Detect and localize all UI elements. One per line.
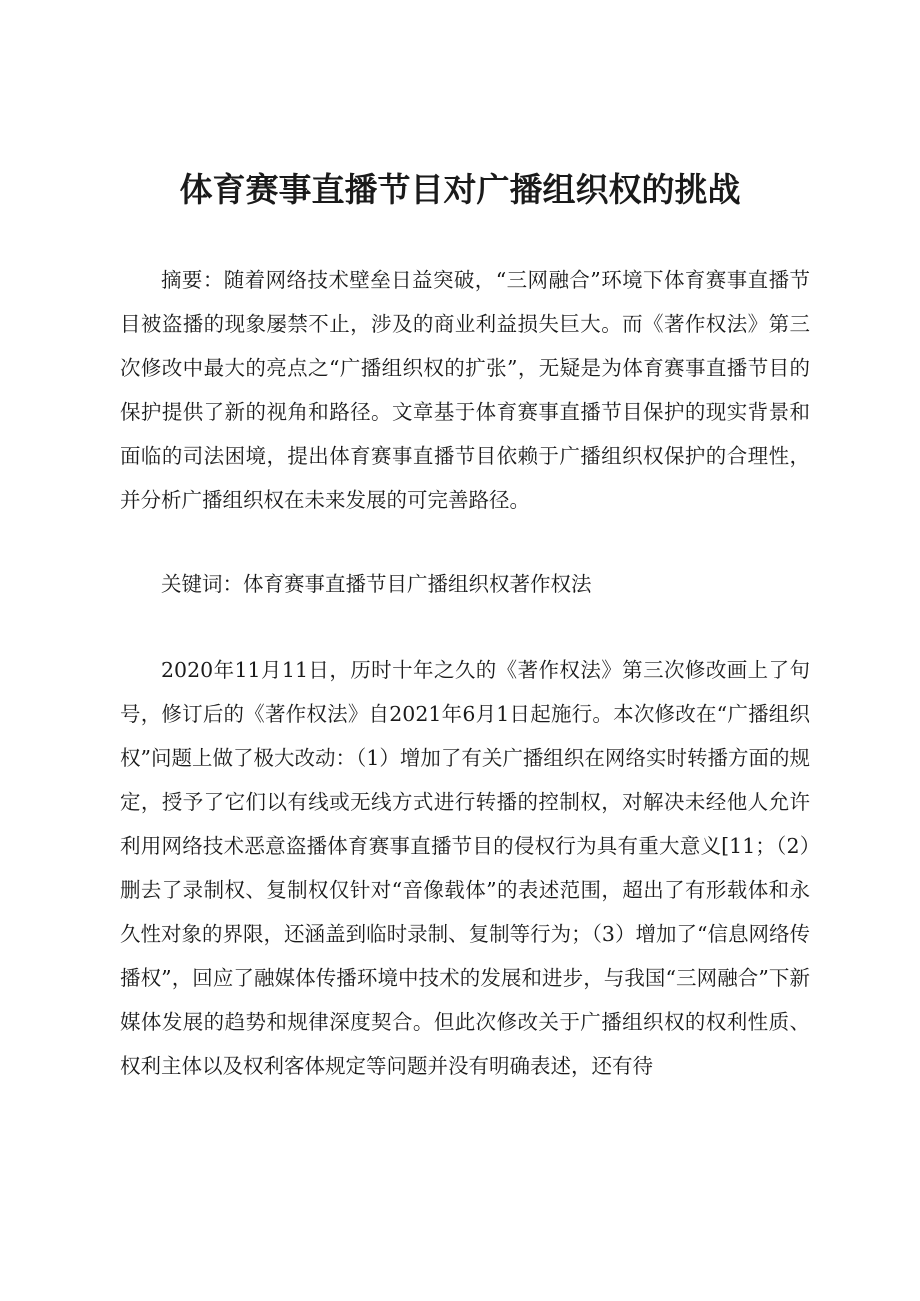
body-paragraph: 2020年11月11日，历时十年之久的《著作权法》第三次修改画上了句号，修订后的《著作权法》自2021年6月1日起施行。本次修改在“广播组织权”问题上做了极大改动：（1）增加了有关广播组织在网络实时转播方面的规定，授予了它们以有线或无线方式进行转播的控制权，对解决未经他人允许利用网络技术恶意盗播体育赛事直播节目的侵权行为具有重大意义[11；（2）删去了录制权、复制权仅针对“音像载体”的表述范围，超出了有形载体和永久性对象的界限，还涵盖到临时录制、复制等行为；（3）增加了“信息网络传播权”，回应了融媒体传播环境中技术的发展和进步，与我国“三网融合”下新媒体发展的趋势和规律深度契合。但此次修改关于广播组织权的权利性质、权利主体以及权利客体规定等问题并没有明确表述，还有待 xyxy=(120,658,810,1078)
keywords-line: 关键词：体育赛事直播节目广播组织权著作权法 xyxy=(161,572,592,596)
document-title: 体育赛事直播节目对广播组织权的挑战 xyxy=(179,170,741,209)
abstract-paragraph: 摘要：随着网络技术壁垒日益突破，“三网融合”环境下体育赛事直播节目被盗播的现象屡禁不止，涉及的商业利益损失巨大。而《著作权法》第三次修改中最大的亮点之“广播组织权的扩张”，无疑是为体育赛事直播节目的保护提供了新的视角和路径。文章基于体育赛事直播节目保护的现实背景和面临的司法困境，提出体育赛事直播节目依赖于广播组织权保护的合理性，并分析广播组织权在未来发展的可完善路径。 xyxy=(120,268,810,512)
